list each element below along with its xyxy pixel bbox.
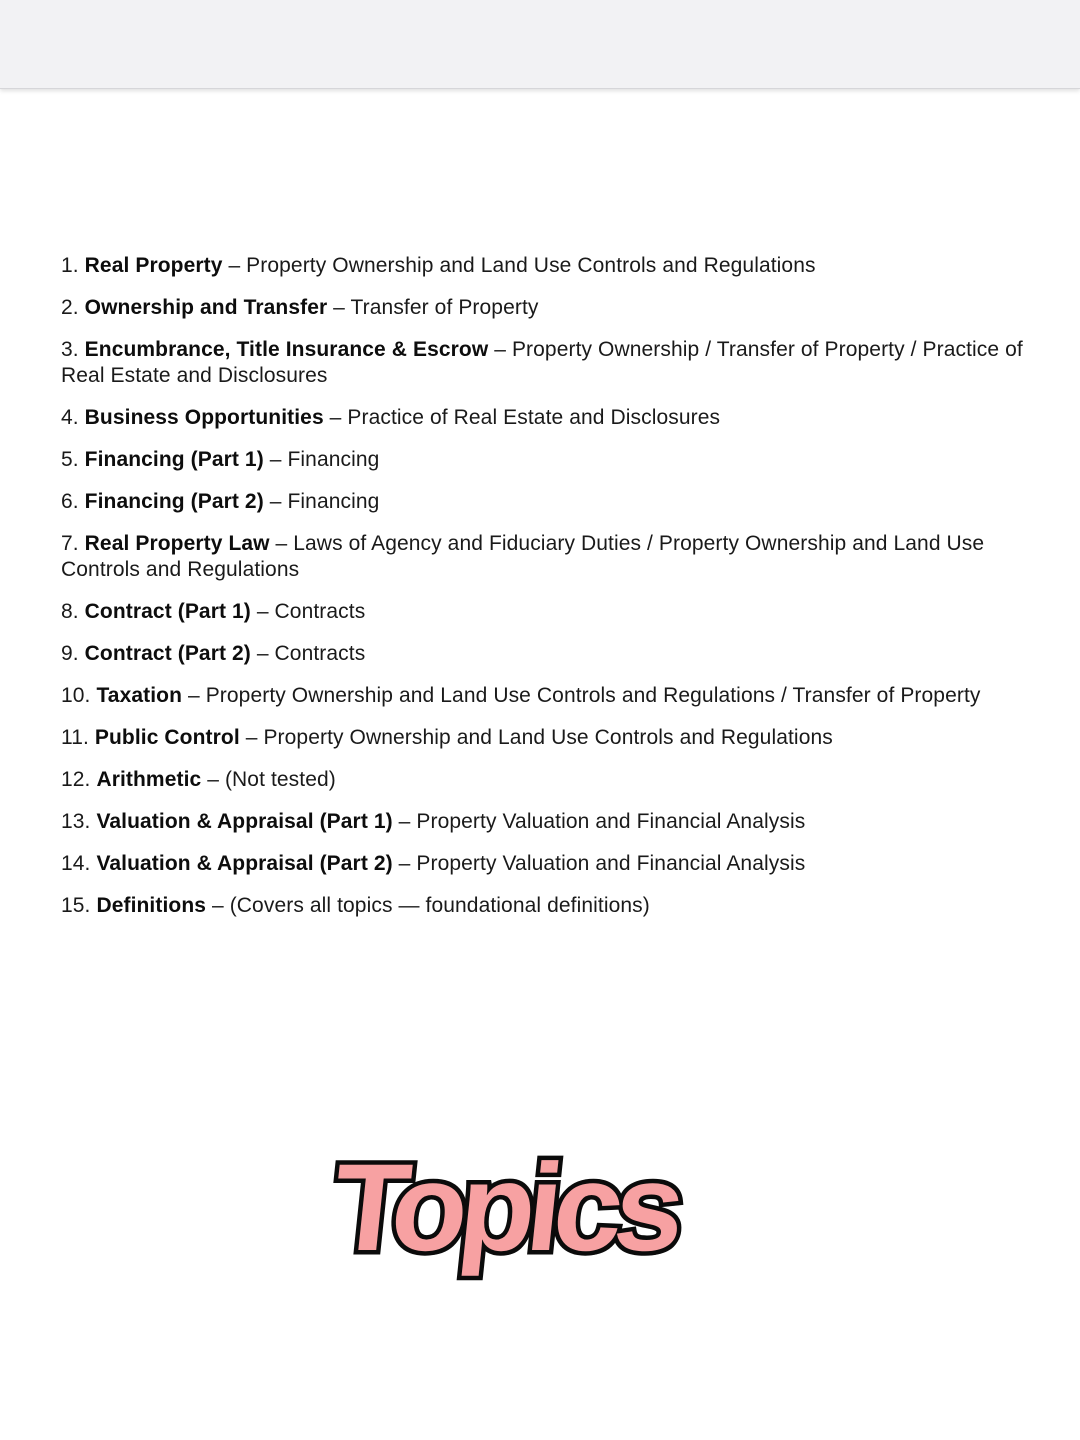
topic-title: Contract (Part 1) [84, 600, 251, 623]
topic-title: Encumbrance, Title Insurance & Escrow [84, 338, 489, 361]
topic-title: Contract (Part 2) [84, 642, 251, 665]
topic-number: 1. [61, 254, 79, 277]
topic-description: Transfer of Property [350, 296, 539, 319]
topic-description: Contracts [274, 642, 366, 665]
topic-item [61, 725, 1031, 751]
topic-title: Financing (Part 1) [84, 448, 264, 471]
topic-description: Property Ownership and Land Use Controls and Regulations [263, 726, 833, 749]
topic-number: 10. [61, 684, 91, 707]
topic-title: Financing (Part 2) [84, 490, 264, 513]
topic-number: 14. [61, 852, 91, 875]
topic-number: 3. [61, 338, 79, 361]
topic-separator: – [269, 532, 294, 555]
topic-number: 6. [61, 490, 79, 513]
topic-number: 7. [61, 532, 79, 555]
topic-item [61, 683, 1031, 709]
topic-item [61, 599, 1031, 625]
topics-overlay-title: Topics [326, 1139, 684, 1277]
topic-item [61, 295, 1031, 321]
topic-separator: – [250, 600, 275, 623]
topic-number: 13. [61, 810, 91, 833]
topic-description: Financing [287, 490, 380, 513]
topic-description: (Covers all topics — foundational definitions) [229, 894, 650, 917]
topic-description: (Not tested) [224, 768, 336, 791]
topic-separator: – [239, 726, 264, 749]
topic-item [61, 253, 1031, 279]
topic-separator: – [201, 768, 225, 791]
topic-title: Definitions [96, 894, 207, 917]
topic-separator: – [323, 406, 348, 429]
topic-separator: – [392, 852, 417, 875]
topic-title: Valuation & Appraisal (Part 2) [96, 852, 393, 875]
topic-number: 4. [61, 406, 79, 429]
topic-description: Laws of Agency and Fiduciary Duties / Property Ownership and Land Use Controls and Regulations [61, 532, 985, 581]
topic-separator: – [392, 810, 417, 833]
topic-separator: – [327, 296, 351, 319]
topic-separator: – [222, 254, 247, 277]
topic-title: Real Property [84, 254, 223, 277]
topic-number: 9. [61, 642, 79, 665]
topic-description: Property Valuation and Financial Analysis [416, 810, 806, 833]
topic-description: Property Ownership / Transfer of Property / Practice of Real Estate and Disclosures [61, 338, 1023, 387]
topic-item [61, 893, 1031, 919]
topic-item [61, 851, 1031, 877]
topic-number: 8. [61, 600, 79, 623]
topic-separator: – [182, 684, 206, 707]
topic-item [61, 531, 1031, 583]
topic-item [61, 809, 1031, 835]
topic-title: Arithmetic [96, 768, 202, 791]
topic-item [61, 767, 1031, 793]
topic-separator: – [263, 490, 288, 513]
topic-title: Real Property Law [84, 532, 270, 555]
top-bar [0, 0, 1080, 89]
topic-title: Business Opportunities [84, 406, 324, 429]
topic-item [61, 447, 1031, 473]
topic-description: Practice of Real Estate and Disclosures [347, 406, 721, 429]
topic-separator: – [250, 642, 275, 665]
topic-title: Ownership and Transfer [84, 296, 328, 319]
topic-separator: – [263, 448, 288, 471]
topic-description: Contracts [274, 600, 366, 623]
topic-number: 2. [61, 296, 79, 319]
topic-number: 15. [61, 894, 91, 917]
topic-item [61, 641, 1031, 667]
topic-separator: – [488, 338, 512, 361]
topic-number: 11. [61, 726, 89, 749]
topic-item [61, 337, 1031, 389]
topic-description: Property Valuation and Financial Analysis [416, 852, 806, 875]
topic-number: 12. [61, 768, 91, 791]
topic-description: Property Ownership and Land Use Controls and Regulations [246, 254, 816, 277]
topic-title: Public Control [94, 726, 240, 749]
topic-item [61, 405, 1031, 431]
topic-title: Valuation & Appraisal (Part 1) [96, 810, 393, 833]
topic-number: 5. [61, 448, 79, 471]
topic-description: Property Ownership and Land Use Controls and Regulations / Transfer of Property [205, 684, 981, 707]
topic-title: Taxation [96, 684, 183, 707]
topic-list [61, 253, 1031, 935]
topic-separator: – [206, 894, 230, 917]
topic-description: Financing [287, 448, 380, 471]
topic-item [61, 489, 1031, 515]
